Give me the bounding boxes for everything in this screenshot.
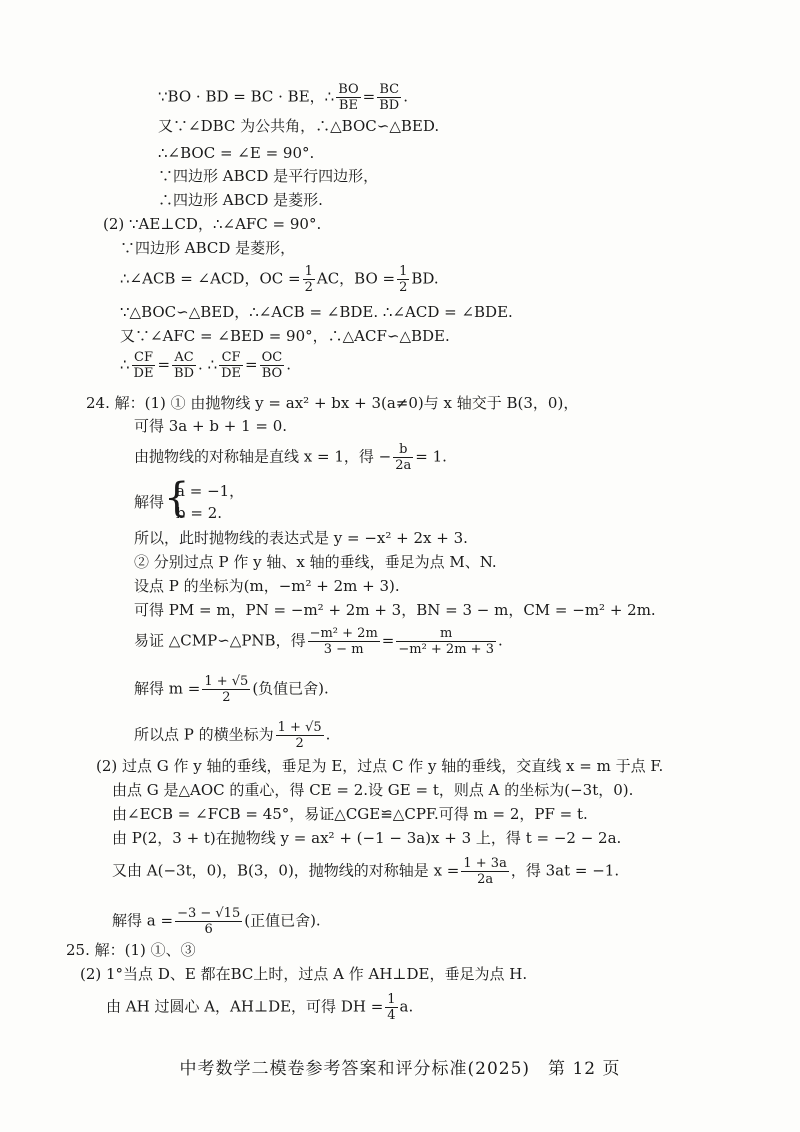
- fraction: $\frac{OC}{BO}$: [261, 350, 283, 381]
- line-23: (2) 过点 G 作 y 轴的垂线，垂足为 E，过点 C 作 y 轴的垂线，交直线 x = m 于点 F.: [96, 757, 664, 775]
- fraction: $\frac{b}{2a}$: [395, 442, 412, 473]
- line-9: ∵△BOC∽△BED，∴∠ACB = ∠BDE. ∴∠ACD = ∠BDE.: [120, 303, 513, 321]
- fraction: $\frac{1}{2}$: [304, 264, 313, 295]
- line-10: 又∵∠AFC = ∠BED = 90°，∴△ACF∽△BDE.: [120, 327, 450, 345]
- line-20: 易证 △CMP∽△PNB，得 $\frac{\text{−m² + 2m}}{3 - m}$ = $\frac{m}{\text{−m² + 2m + 3}}$ .: [134, 626, 503, 657]
- fraction: $\frac{CF}{DE}$: [133, 350, 154, 381]
- line-5: ∴四边形 ABCD 是菱形.: [158, 191, 323, 209]
- line-15: 解得 { a = −1， b = 2.: [134, 475, 245, 522]
- brace-icon: {: [164, 475, 190, 521]
- line-8: ∴∠ACB = ∠ACD，OC = $\frac{1}{2}$ AC，BO = $\frac{1}{2}$ BD.: [120, 264, 439, 295]
- line-16: 所以，此时抛物线的表达式是 y = −x² + 2x + 3.: [134, 529, 468, 547]
- fraction: $\frac{1 + 3a}{2a}$: [463, 856, 507, 887]
- line-22: 所以点 P 的横坐标为 $\frac{1 + √5}{2}$ .: [134, 720, 331, 751]
- line-12: 24. 解：(1) ① 由抛物线 y = ax² + bx + 3(a≠0)与 x 轴交于 B(3，0)，: [86, 394, 579, 412]
- line-31: 由 AH 过圆心 A，AH⊥DE，可得 DH = $\frac{1}{4}$ a.: [106, 992, 414, 1023]
- line-28: 解得 a = $\frac{-3 - √15}{6}$ (正值已舍).: [112, 906, 321, 937]
- line-18: 设点 P 的坐标为(m，−m² + 2m + 3).: [134, 577, 400, 595]
- line-26: 由 P(2，3 + t)在抛物线 y = ax² + (−1 − 3a)x + 3 上，得 t = −2 − 2a.: [112, 829, 622, 847]
- fraction: $\frac{1}{4}$: [387, 992, 396, 1023]
- equation-system: { a = −1， b = 2.: [164, 475, 245, 522]
- line-21: 解得 m = $\frac{1 + √5}{2}$ (负值已舍).: [134, 674, 329, 705]
- line-7: ∵四边形 ABCD 是菱形，: [120, 239, 296, 257]
- line-4: ∵四边形 ABCD 是平行四边形，: [158, 167, 379, 185]
- fraction: $\frac{1 + √5}{2}$: [204, 674, 249, 705]
- line-25: 由∠ECB = ∠FCB = 45°，易证△CGE≌△CPF.可得 m = 2，PF = t.: [112, 805, 588, 823]
- line-13: 可得 3a + b + 1 = 0.: [134, 417, 288, 435]
- line-30: (2) 1°当点 D、E 都在BC上时，过点 A 作 AH⊥DE，垂足为点 H.: [80, 965, 528, 983]
- fraction: $\frac{m}{\text{−m² + 2m + 3}}$: [398, 626, 494, 657]
- line-3: ∴∠BOC = ∠E = 90°.: [158, 144, 315, 162]
- line-24: 由点 G 是△AOC 的重心，得 CE = 2.设 GE = t，则点 A 的坐标为(−3t，0).: [112, 781, 634, 799]
- fraction: $\frac{BC}{BD}$: [379, 82, 400, 113]
- page-footer: 中考数学二模卷参考答案和评分标准(2025) 第 12 页: [179, 1059, 621, 1079]
- fraction: $\frac{AC}{BD}$: [174, 350, 195, 381]
- line-11: ∴ $\frac{CF}{DE}$ = $\frac{AC}{BD}$ . ∴ $\frac{CF}{DE}$ = $\frac{OC}{BO}$ .: [120, 350, 292, 381]
- fraction: $\frac{1}{2}$: [399, 264, 408, 295]
- line-1: ∵BO · BD = BC · BE，∴ $\frac{BO}{BE}$ = $\frac{BC}{BD}$ .: [158, 82, 408, 113]
- line-2: 又∵∠DBC 为公共角，∴△BOC∽△BED.: [158, 117, 440, 135]
- line-6: (2) ∵AE⊥CD，∴∠AFC = 90°.: [103, 215, 322, 233]
- line-17: ② 分别过点 P 作 y 轴、x 轴的垂线，垂足为点 M、N.: [134, 553, 497, 571]
- line-29: 25. 解：(1) ①、③: [66, 941, 196, 959]
- fraction: $\frac{BO}{BE}$: [338, 82, 359, 113]
- line-14: 由抛物线的对称轴是直线 x = 1，得 − $\frac{b}{2a}$ = 1.: [134, 442, 447, 473]
- fraction: $\frac{-3 - √15}{6}$: [177, 906, 241, 937]
- line-27: 又由 A(−3t，0)，B(3，0)，抛物线的对称轴是 x = $\frac{1 + 3a}{2a}$ ，得 3at = −1.: [112, 856, 620, 887]
- fraction: $\frac{CF}{DE}$: [221, 350, 242, 381]
- fraction: $\frac{1 + √5}{2}$: [277, 720, 322, 751]
- line-19: 可得 PM = m，PN = −m² + 2m + 3，BN = 3 − m，CM = −m² + 2m.: [134, 601, 656, 619]
- fraction: $\frac{\text{−m² + 2m}}{3 - m}$: [309, 626, 378, 657]
